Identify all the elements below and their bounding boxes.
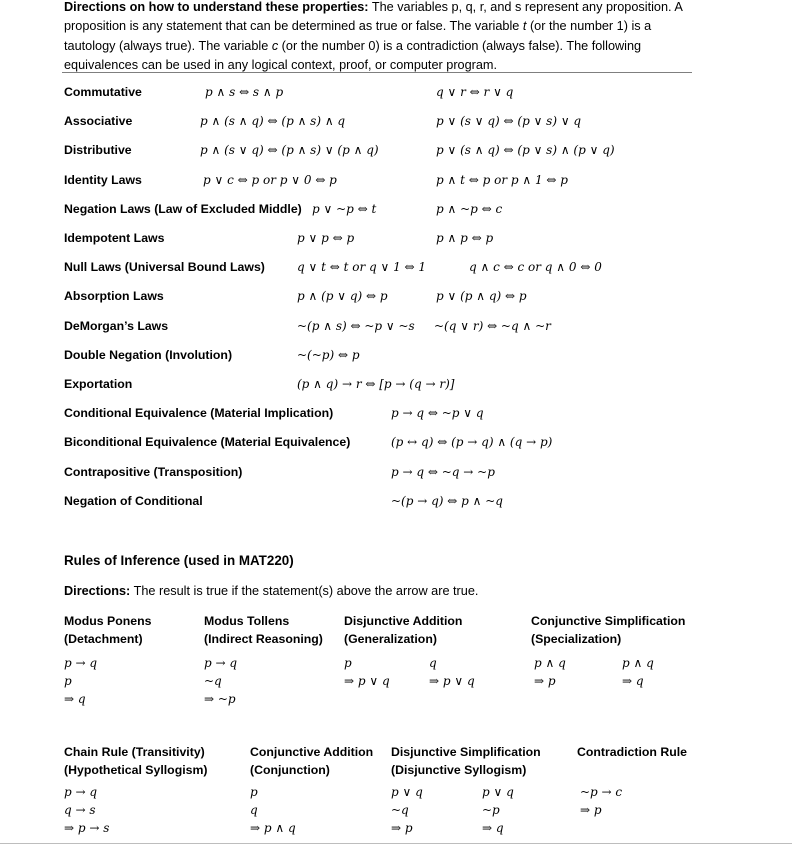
rule-subtitle: (Hypothetical Syllogism) — [64, 763, 208, 777]
rule-line: ⇒ q — [64, 692, 86, 706]
law-name: Contrapositive (Transposition) — [64, 465, 243, 479]
law-name: Exportation — [64, 377, 133, 391]
law-formula: p ∧ (s ∧ q) ⇔ (p ∧ s) ∧ q — [200, 114, 346, 128]
rule-line: p ∨ q — [391, 785, 423, 799]
rule-line: p → q — [64, 785, 98, 799]
law-name: Identity Laws — [64, 173, 142, 187]
law-name: Associative — [64, 114, 133, 128]
directions-paragraph — [64, 0, 704, 75]
law-formula: p → q ⇔ ~p ∨ q — [391, 406, 484, 420]
law-name: Absorption Laws — [64, 289, 164, 303]
law-formula-dual: p ∨ (p ∧ q) ⇔ p — [436, 289, 527, 303]
rule-title: Modus Tollens — [204, 614, 290, 628]
directions-text-3: (or the number 0) is a contradiction (always false). The following equivalences can be used in any logical context, proof, or computer program. — [64, 38, 642, 72]
law-name: Double Negation (Involution) — [64, 348, 233, 362]
law-formula-dual: p ∨ (s ∨ q) ⇔ (p ∨ s) ∨ q — [436, 114, 582, 128]
law-formula: (p ∧ q) → r ⇔ [p → (q → r)] — [297, 377, 455, 391]
rule-line: ⇒ p ∨ q — [429, 674, 475, 688]
rule-title: Disjunctive Simplification — [391, 745, 541, 759]
law-formula-dual: p ∨ (s ∧ q) ⇔ (p ∨ s) ∧ (p ∨ q) — [436, 143, 615, 157]
rule-title: Conjunctive Addition — [250, 745, 374, 759]
directions-text-1: The variables p, q, r, and s represent any proposition. A proposition is any statement that can be determined as true or false. The variable — [64, 0, 683, 34]
rule-line: p — [344, 656, 352, 670]
rule-line: ⇒ p → s — [64, 821, 110, 835]
rule-title: Conjunctive Simplification — [531, 614, 686, 628]
law-formula: p ∨ c ⇔ p or p ∨ 0 ⇔ p — [203, 173, 337, 187]
law-name: DeMorgan’s Laws — [64, 319, 169, 333]
rule-title: Disjunctive Addition — [344, 614, 463, 628]
rule-line: ⇒ p ∧ q — [250, 821, 296, 835]
rule-subtitle: (Indirect Reasoning) — [204, 632, 323, 646]
law-formula-dual: p ∧ ~p ⇔ c — [436, 202, 503, 216]
directions-heading: Directions on how to understand these properties: — [64, 0, 369, 14]
var-c: c — [271, 38, 279, 53]
law-formula: ~(p → q) ⇔ p ∧ ~q — [391, 494, 503, 508]
rule-line: ⇒ ~p — [204, 692, 236, 706]
law-formula: (p ↔ q) ⇔ (p → q) ∧ (q → p) — [391, 435, 553, 449]
rule-title: Chain Rule (Transitivity) — [64, 745, 205, 759]
rule-title: Modus Ponens — [64, 614, 152, 628]
rule-title: Contradiction Rule — [577, 745, 687, 759]
law-name: Negation Laws (Law of Excluded Middle) — [64, 202, 302, 216]
rule-line: ⇒ q — [622, 674, 644, 688]
law-formula: ~(~p) ⇔ p — [297, 348, 360, 362]
rule-subtitle: (Conjunction) — [250, 763, 330, 777]
rule-line: p → q — [204, 656, 238, 670]
rule-line: ~q — [204, 674, 222, 688]
rule-line: ⇒ p — [534, 674, 556, 688]
law-formula: p → q ⇔ ~q → ~p — [391, 465, 495, 479]
law-formula-dual: ~(q ∨ r) ⇔ ~q ∧ ~r — [434, 319, 551, 333]
rule-line: p ∧ q — [622, 656, 654, 670]
rule-line: p ∨ q — [482, 785, 514, 799]
rule-line: q — [250, 803, 258, 817]
law-name: Null Laws (Universal Bound Laws) — [64, 260, 265, 274]
law-formula-dual: q ∧ c ⇔ c or q ∧ 0 ⇔ 0 — [469, 260, 602, 274]
rule-subtitle: (Specialization) — [531, 632, 622, 646]
law-formula: q ∨ t ⇔ t or q ∨ 1 ⇔ 1 — [297, 260, 427, 274]
rule-line: ⇒ q — [482, 821, 504, 835]
law-name: Biconditional Equivalence (Material Equivalence) — [64, 435, 351, 449]
inference-title: Rules of Inference (used in MAT220) — [64, 553, 294, 568]
rule-line: p ∧ q — [534, 656, 566, 670]
law-name: Commutative — [64, 85, 142, 99]
law-formula: p ∨ p ⇔ p — [297, 231, 355, 245]
rule-line: p → q — [64, 656, 98, 670]
law-name: Idempotent Laws — [64, 231, 165, 245]
law-formula-dual: p ∧ p ⇔ p — [436, 231, 494, 245]
rule-line: q → s — [64, 803, 96, 817]
law-name: Conditional Equivalence (Material Implication) — [64, 406, 334, 420]
page-edge — [0, 843, 792, 844]
law-formula: p ∨ ~p ⇔ t — [312, 202, 377, 216]
rule-line: ⇒ p — [391, 821, 413, 835]
rule-line: p — [64, 674, 72, 688]
law-name: Distributive — [64, 143, 132, 157]
rule-line: ⇒ p ∨ q — [344, 674, 390, 688]
law-formula: ~(p ∧ s) ⇔ ~p ∨ ~s — [297, 319, 415, 333]
rule-line: p — [250, 785, 258, 799]
law-formula: p ∧ (s ∨ q) ⇔ (p ∧ s) ∨ (p ∧ q) — [200, 143, 379, 157]
divider — [62, 72, 692, 73]
inference-directions — [64, 584, 478, 598]
rule-subtitle: (Generalization) — [344, 632, 437, 646]
law-formula-dual: q ∨ r ⇔ r ∨ q — [436, 85, 514, 99]
inference-directions-heading: Directions: — [64, 584, 131, 598]
rule-line: ~p → c — [580, 785, 623, 799]
rule-line: q — [429, 656, 437, 670]
law-formula-dual: p ∧ t ⇔ p or p ∧ 1 ⇔ p — [436, 173, 568, 187]
law-formula: p ∧ (p ∨ q) ⇔ p — [297, 289, 388, 303]
rule-line: ⇒ p — [580, 803, 602, 817]
rule-line: ~p — [482, 803, 500, 817]
law-formula: p ∧ s ⇔ s ∧ p — [205, 85, 284, 99]
law-name: Negation of Conditional — [64, 494, 203, 508]
var-t: t — [522, 19, 527, 34]
directions-text-2: (or the number 1) is a tautology (always true). The variable — [64, 19, 652, 53]
rule-subtitle: (Disjunctive Syllogism) — [391, 763, 527, 777]
rule-line: ~q — [391, 803, 409, 817]
rule-subtitle: (Detachment) — [64, 632, 143, 646]
inference-directions-text: The result is true if the statement(s) above the arrow are true. — [130, 584, 479, 598]
